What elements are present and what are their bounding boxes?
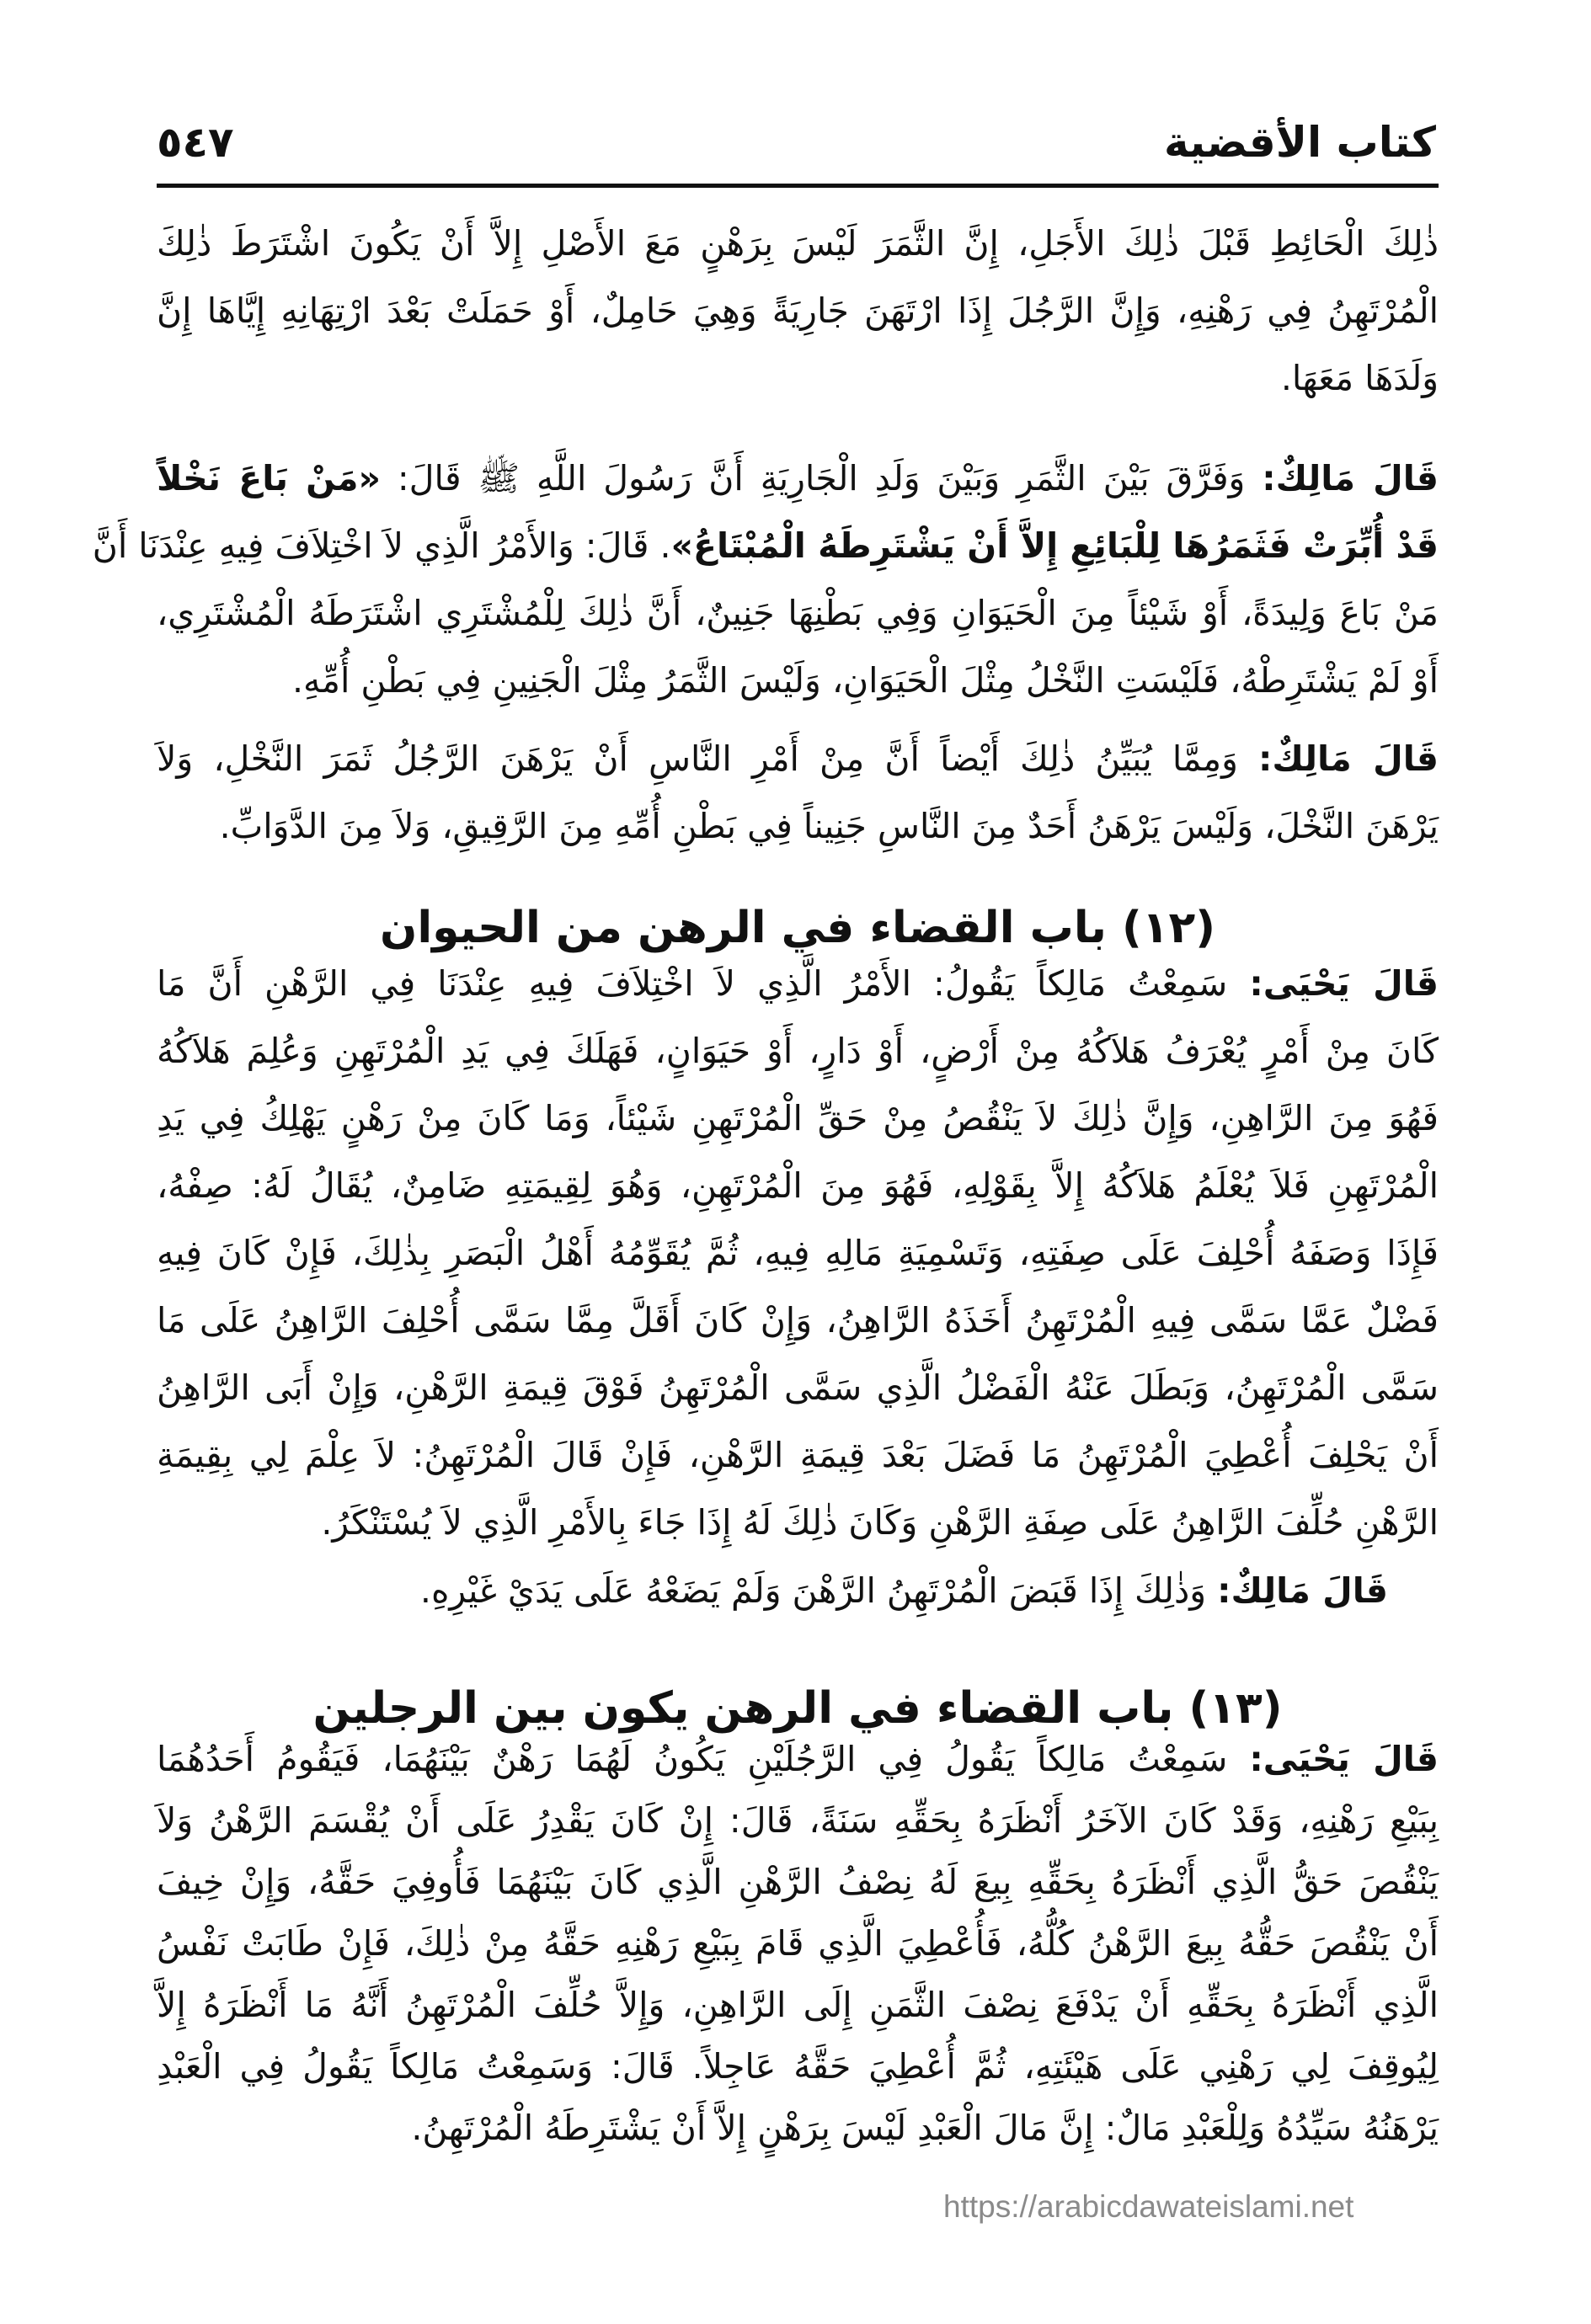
text-line <box>157 1975 1439 2036</box>
text-segment: وَمِمَّا يُبَيِّنُ ذٰلِكَ أَيْضاً أَنَّ مِنْ أَمْرِ النَّاسِ أَنْ يَرْهَنَ الرَّجُلُ ثَمَرَ النَّخْلِ، وَلاَ <box>157 738 1238 779</box>
text-line <box>157 1489 1439 1556</box>
text-segment: بِبَيْعِ رَهْنِهِ، وَقَدْ كَانَ الآخَرُ أَنْظَرَهُ بِحَقِّهِ سَنَةً، قَالَ: إِنْ كَانَ يَقْدِرُ عَلَى أَنْ يُقْسَمَ الرَّهْنُ وَلاَ <box>157 1800 1439 1841</box>
text-segment: أَنْ يَحْلِفَ أُعْطِيَ الْمُرْتَهِنُ مَا فَضَلَ بَعْدَ قِيمَةِ الرَّهْنِ، فَإِنْ قَالَ الْمُرْتَهِنُ: لاَ عِلْمَ لِي بِقِيمَةِ <box>157 1435 1439 1475</box>
text-line <box>157 1421 1439 1489</box>
text-line <box>157 2036 1439 2097</box>
text-segment: كَانَ مِنْ أَمْرٍ يُعْرَفُ هَلاَكُهُ مِنْ أَرْضٍ، أَوْ دَارٍ، أَوْ حَيَوَانٍ، فَهَلَكَ فِي يَدِ الْمُرْتَهِنِ وَعُلِمَ هَلاَكُهُ <box>157 1031 1439 1071</box>
paragraph <box>157 725 1439 860</box>
text-line <box>157 1152 1439 1219</box>
text-segment: الْمُرْتَهِنُ فِي رَهْنِهِ، وَإِنَّ الرَّجُلَ إِذَا ارْتَهَنَ جَارِيَةً وَهِيَ حَامِلٌ، أَوْ حَمَلَتْ بَعْدَ ارْتِهَانِهِ إِيَّاهَا إِنَّ <box>157 290 1439 331</box>
text-line <box>157 2097 1439 2159</box>
speaker-label: قَالَ يَحْيَى: <box>1249 963 1439 1004</box>
paragraph <box>92 445 1439 714</box>
text-segment: يَنْقُصَ حَقُّ الَّذِي أَنْظَرَهُ بِحَقِّهِ بِيعَ لَهُ نِصْفُ الرَّهْنِ الَّذِي كَانَ بَيْنَهُمَا فَأُوفِيَ حَقَّهُ، وَإِنْ خِيفَ <box>157 1862 1439 1902</box>
paragraph <box>157 950 1439 1556</box>
text-segment: الَّذِي أَنْظَرَهُ بِحَقِّهِ أَنْ يَدْفَعَ نِصْفَ الثَّمَنِ إِلَى الرَّاهِنِ، وَإِلاَّ حُلِّفَ الْمُرْتَهِنُ أَنَّهُ مَا أَنْظَرَهُ إِلاَّ <box>157 1985 1439 2025</box>
text-line <box>157 1085 1439 1152</box>
text-segment: ذٰلِكَ الْحَائِطِ قَبْلَ ذٰلِكَ الأَجَلِ، إِنَّ الثَّمَرَ لَيْسَ بِرَهْنٍ مَعَ الأَصْلِ إِلاَّ أَنْ يَكُونَ اشْتَرَطَ ذٰلِكَ <box>157 223 1439 264</box>
text-segment: أَوْ لَمْ يَشْتَرِطْهُ، فَلَيْسَتِ النَّخْلُ مِثْلَ الْحَيَوَانِ، وَلَيْسَ الثَّمَرُ مِثْلَ الْجَنِينِ فِي بَطْنِ أُمِّهِ. <box>292 660 1439 701</box>
text-line <box>157 1790 1439 1852</box>
header-rule <box>157 184 1439 188</box>
text-line <box>157 1354 1439 1421</box>
text-segment: مَنْ بَاعَ وَلِيدَةً، أَوْ شَيْئاً مِنَ الْحَيَوَانِ وَفِي بَطْنِهَا جَنِينٌ، أَنَّ ذٰلِكَ لِلْمُشْتَرِي اشْتَرَطَهُ الْمُشْتَرِي، <box>157 593 1439 633</box>
speaker-label: قَالَ مَالِكٌ: <box>1262 458 1439 498</box>
page-number: ٥٤٧ <box>157 118 234 167</box>
text-line <box>157 1017 1439 1085</box>
text-line <box>157 344 1439 412</box>
text-line <box>157 210 1439 277</box>
paragraph <box>157 1557 1439 1624</box>
text-line <box>157 277 1439 344</box>
text-segment: فَإِذَا وَصَفَهُ أُحْلِفَ عَلَى صِفَتِهِ، وَتَسْمِيَةِ مَالِهِ فِيهِ، ثُمَّ يُقَوِّمُهُ أَهْلُ الْبَصَرِ بِذٰلِكَ، فَإِنْ كَانَ فِيهِ <box>157 1233 1439 1273</box>
hadith-quote: «مَنْ بَاعَ نَخْلاً <box>157 458 381 498</box>
hadith-quote: قَدْ أُبِّرَتْ فَثَمَرُهَا لِلْبَائِعِ إِلاَّ أَنْ يَشْتَرِطَهُ الْمُبْتَاعُ» <box>670 525 1439 566</box>
chapter-heading-13: (١٣) باب القضاء في الرهن يكون بين الرجلين <box>312 1683 1283 1734</box>
paragraph <box>157 1729 1439 2159</box>
text-line <box>157 1852 1439 1913</box>
book-title: كتاب الأقضية <box>1163 118 1436 167</box>
text-segment: أَنْ يَنْقُصَ حَقُّهُ بِيعَ الرَّهْنُ كُلُّهُ، فَأُعْطِيَ الَّذِي قَامَ بِبَيْعِ رَهْنِهِ حَقَّهُ مِنْ ذٰلِكَ، فَإِنْ طَابَتْ نَفْسُ <box>157 1923 1439 1964</box>
text-segment: سَمِعْتُ مَالِكاً يَقُولُ فِي الرَّجُلَيْنِ يَكُونُ لَهُمَا رَهْنٌ بَيْنَهُمَا، فَيَقُومُ أَحَدُهُمَا <box>157 1739 1228 1779</box>
text-segment: فَهُوَ مِنَ الرَّاهِنِ، وَإِنَّ ذٰلِكَ لاَ يَنْقُصُ مِنْ حَقِّ الْمُرْتَهِنِ شَيْئاً، وَمَا كَانَ مِنْ رَهْنٍ يَهْلِكُ فِي يَدِ <box>157 1098 1439 1138</box>
watermark-url: https://arabicdawateislami.net <box>943 2189 1354 2224</box>
text-line <box>157 950 1439 1017</box>
chapter-heading-12: (١٢) باب القضاء في الرهن من الحيوان <box>379 903 1216 953</box>
text-segment: وَذٰلِكَ إِذَا قَبَضَ الْمُرْتَهِنُ الرَّهْنَ وَلَمْ يَضَعْهُ عَلَى يَدَيْ غَيْرِهِ. <box>419 1570 1207 1611</box>
text-line <box>157 792 1439 860</box>
text-segment: الرَّهْنِ حُلِّفَ الرَّاهِنُ عَلَى صِفَةِ الرَّهْنِ وَكَانَ ذٰلِكَ لَهُ إِذَا جَاءَ بِالأَمْرِ الَّذِي لاَ يُسْتَنْكَرُ. <box>321 1502 1439 1543</box>
text-line <box>157 1287 1439 1354</box>
text-line <box>157 1729 1439 1790</box>
text-segment: سَمَّى الْمُرْتَهِنُ، وَبَطَلَ عَنْهُ الْفَضْلُ الَّذِي سَمَّى الْمُرْتَهِنُ فَوْقَ قِيمَةِ الرَّهْنِ، وَإِنْ أَبَى الرَّاهِنُ <box>157 1367 1439 1408</box>
text-line <box>157 1219 1439 1287</box>
text-segment: سَمِعْتُ مَالِكاً يَقُولُ: الأَمْرُ الَّذِي لاَ اخْتِلاَفَ فِيهِ عِنْدَنَا فِي الرَّهْنِ أَنَّ مَا <box>157 963 1228 1004</box>
text-segment: يَرْهَنَ النَّخْلَ، وَلَيْسَ يَرْهَنُ أَحَدٌ مِنَ النَّاسِ جَنِيناً فِي بَطْنِ أُمِّهِ مِنَ الرَّقِيقِ، وَلاَ مِنَ الدَّوَابِّ. <box>219 806 1439 846</box>
text-line <box>157 647 1439 714</box>
text-line <box>157 445 1439 512</box>
text-line <box>157 1557 1388 1624</box>
text-segment: لِيُوقِفَ لِي رَهْنِي عَلَى هَيْئَتِهِ، ثُمَّ أُعْطِيَ حَقَّهُ عَاجِلاً. قَالَ: وَسَمِعْتُ مَالِكاً يَقُولُ فِي الْعَبْدِ <box>157 2046 1439 2087</box>
speaker-label: قَالَ مَالِكٌ: <box>1258 738 1439 779</box>
speaker-label: قَالَ مَالِكٌ: <box>1217 1570 1388 1611</box>
text-segment: وَلَدَهَا مَعَهَا. <box>1280 358 1439 398</box>
text-line <box>157 1913 1439 1975</box>
speaker-label: قَالَ يَحْيَى: <box>1249 1739 1439 1779</box>
text-line <box>92 512 1439 579</box>
text-segment: فَضْلٌ عَمَّا سَمَّى فِيهِ الْمُرْتَهِنُ أَخَذَهُ الرَّاهِنُ، وَإِنْ كَانَ أَقَلَّ مِمَّا سَمَّى أُحْلِفَ الرَّاهِنُ عَلَى مَا <box>157 1300 1439 1341</box>
paragraph <box>157 210 1439 412</box>
text-line <box>157 579 1439 647</box>
text-segment: وَفَرَّقَ بَيْنَ الثَّمَرِ وَبَيْنَ وَلَدِ الْجَارِيَةِ أَنَّ رَسُولَ اللَّهِ ﷺ قَالَ: <box>380 458 1246 498</box>
text-line <box>157 725 1439 792</box>
text-segment: الْمُرْتَهِنِ فَلاَ يُعْلَمُ هَلاَكُهُ إِلاَّ بِقَوْلِهِ، فَهُوَ مِنَ الْمُرْتَهِنِ، وَهُوَ لِقِيمَتِهِ ضَامِنٌ، يُقَالُ لَهُ: صِفْهُ، <box>157 1165 1439 1206</box>
text-segment: . قَالَ: وَالأَمْرُ الَّذِي لاَ اخْتِلاَفَ فِيهِ عِنْدَنَا أَنَّ <box>92 525 671 566</box>
text-segment: يَرْهَنُهُ سَيِّدُهُ وَلِلْعَبْدِ مَالٌ: إِنَّ مَالَ الْعَبْدِ لَيْسَ بِرَهْنٍ إِلاَّ أَنْ يَشْتَرِطَهُ الْمُرْتَهِنُ. <box>411 2108 1439 2148</box>
